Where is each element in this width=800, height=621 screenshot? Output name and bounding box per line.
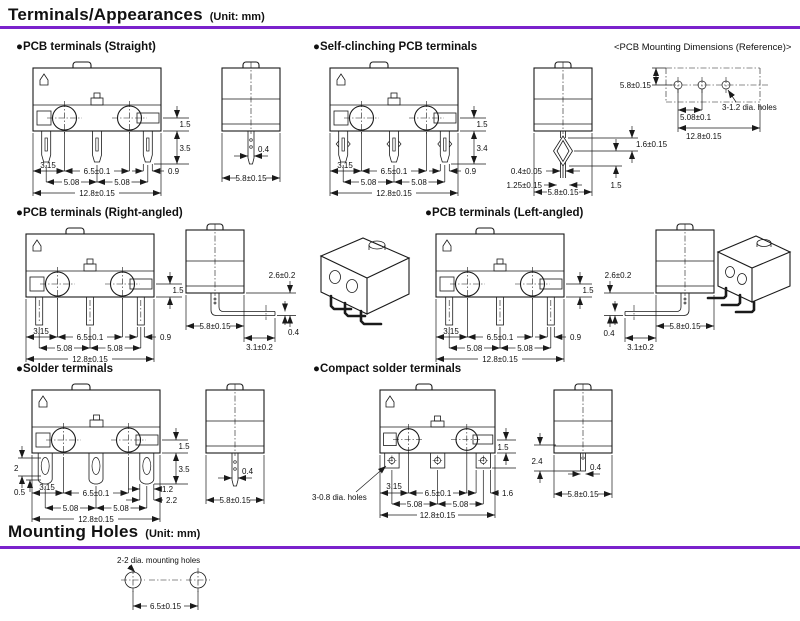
dim-hole-pitch: 6.5±0.1 bbox=[83, 167, 111, 176]
dim-body-depth: 5.8±0.15 bbox=[567, 490, 599, 499]
dim-pitch-left: 5.08 bbox=[56, 344, 73, 353]
pcb-holes-note: 3-1.2 dia. holes bbox=[722, 103, 777, 112]
dim-terminal-length: 3.5 bbox=[178, 465, 190, 474]
right-angled-3d-view bbox=[305, 226, 425, 331]
switch-side-outline bbox=[222, 62, 280, 164]
title-rule bbox=[0, 26, 800, 29]
dim-edge-to-hole: 3.15 bbox=[386, 482, 402, 491]
dim-body-depth: 5.8±0.15 bbox=[199, 322, 231, 331]
dim-body-width: 12.8±0.15 bbox=[79, 189, 115, 198]
mounting-holes-title-text: Mounting Holes bbox=[8, 522, 139, 541]
dim-terminal-thickness: 0.4 bbox=[242, 467, 254, 476]
mounting-holes-title-unit: (Unit: mm) bbox=[145, 528, 201, 540]
straight-front-drawing bbox=[25, 54, 200, 200]
dim-body-width: 12.8±0.15 bbox=[72, 355, 108, 364]
dim-body-width: 12.8±0.15 bbox=[376, 189, 412, 198]
dim-terminal-width: 0.9 bbox=[160, 333, 172, 342]
left-angled-side-drawing bbox=[600, 220, 722, 366]
dim-pitch-left: 5.08 bbox=[406, 500, 423, 509]
dim-pitch-right: 5.08 bbox=[452, 500, 469, 509]
dim-slot-width: 1.2 bbox=[162, 485, 174, 494]
dim-lead-height: 2.6±0.2 bbox=[604, 271, 632, 280]
dim-hole-pitch: 6.5±0.1 bbox=[380, 167, 408, 176]
dim-body-width: 12.8±0.15 bbox=[419, 511, 456, 520]
front-dimension-lines bbox=[33, 106, 189, 196]
switch-front-outline bbox=[33, 62, 161, 162]
front-dimension-lines bbox=[330, 106, 486, 196]
dim-terminal-width: 0.9 bbox=[570, 333, 582, 342]
dim-edge-to-hole: 3.15 bbox=[33, 327, 49, 336]
switch-3d-outline bbox=[321, 238, 409, 324]
dim-lead-run: 3.1±0.2 bbox=[627, 343, 654, 352]
dim-pitch-right: 5.08 bbox=[517, 344, 533, 353]
switch-side-outline bbox=[534, 62, 592, 178]
dim-edge-to-hole: 3.15 bbox=[443, 327, 459, 336]
dim-body-depth: 5.8±0.15 bbox=[235, 174, 267, 183]
dim-hole-pitch: 6.5±0.1 bbox=[486, 333, 514, 342]
dim-pitch-right: 5.08 bbox=[114, 178, 130, 187]
dim-hole-pitch: 6.5±0.1 bbox=[424, 489, 452, 498]
dim-body-depth: 5.8±0.15 bbox=[547, 188, 579, 197]
switch-front-outline bbox=[32, 384, 160, 484]
dim-hole-height: 2 bbox=[14, 464, 19, 473]
dim-terminal-thickness: 0.4 bbox=[288, 328, 300, 337]
dim-flange-height: 1.5 bbox=[179, 120, 191, 129]
dim-flange-height: 1.5 bbox=[172, 286, 184, 295]
compact-front-drawing bbox=[310, 376, 520, 526]
dim-edge-to-hole: 3.15 bbox=[337, 161, 353, 170]
dim-pitch-left: 5.08 bbox=[466, 344, 483, 353]
dim-lead-height: 2.6±0.2 bbox=[268, 271, 296, 280]
dim-pitch-right: 5.08 bbox=[113, 504, 129, 513]
section-label-straight: ●PCB terminals (Straight) bbox=[16, 41, 156, 53]
switch-side-outline bbox=[206, 384, 264, 486]
dim-flange-height: 1.5 bbox=[476, 120, 488, 129]
terminal-holes-note: 3-0.8 dia. holes bbox=[312, 493, 367, 502]
page-title bbox=[8, 5, 265, 25]
pcb-mount-title: <PCB Mounting Dimensions (Reference)> bbox=[614, 42, 792, 53]
dim-terminal-thickness: 0.4 bbox=[603, 329, 615, 338]
switch-front-outline bbox=[436, 228, 564, 325]
page-title-text: Terminals/Appearances bbox=[8, 5, 203, 24]
dim-terminal-width: 0.9 bbox=[465, 167, 477, 176]
mounting-holes-note: 2-2 dia. mounting holes bbox=[117, 556, 201, 565]
dim-hole-pitch: 6.5±0.1 bbox=[82, 489, 110, 498]
pcb-mounting-drawing bbox=[618, 58, 783, 143]
dim-pitch-left: 5.08 bbox=[62, 504, 79, 513]
dim-flange-height: 1.5 bbox=[497, 443, 509, 452]
dim-body-width: 12.8±0.15 bbox=[78, 515, 114, 524]
switch-side-outline bbox=[625, 224, 714, 320]
dim-mounting-pitch: 6.5±0.15 bbox=[149, 602, 182, 611]
switch-front-outline bbox=[26, 228, 154, 325]
section-label-right-angled: ●PCB terminals (Right-angled) bbox=[16, 207, 183, 219]
dim-clinch-lower: 1.5 bbox=[610, 181, 622, 190]
front-dimension-lines bbox=[436, 272, 592, 362]
dim-lead-run: 3.1±0.2 bbox=[246, 343, 273, 352]
dim-clinch-upper: 1.6±0.15 bbox=[636, 140, 668, 149]
right-angled-front-drawing bbox=[18, 220, 193, 366]
dim-body-depth: 5.8±0.15 bbox=[669, 322, 701, 331]
switch-side-outline bbox=[554, 384, 612, 471]
dim-terminal-width: 1.6 bbox=[502, 489, 514, 498]
left-angled-front-drawing bbox=[428, 220, 603, 366]
compact-side-drawing bbox=[528, 376, 638, 526]
dim-terminal-thickness: 0.4 bbox=[258, 145, 270, 154]
section-label-compact: ●Compact solder terminals bbox=[313, 363, 462, 375]
self-clinching-front-drawing bbox=[322, 54, 497, 200]
section-label-left-angled: ●PCB terminals (Left-angled) bbox=[425, 207, 584, 219]
dim-terminal-thickness: 0.4±0.05 bbox=[510, 167, 542, 176]
dim-edge-to-hole: 3.15 bbox=[39, 483, 55, 492]
switch-front-outline bbox=[380, 384, 495, 468]
straight-side-drawing bbox=[196, 54, 306, 200]
section-label-solder: ●Solder terminals bbox=[16, 363, 114, 375]
dim-terminal-thickness: 0.4 bbox=[590, 463, 602, 472]
pcb-board-outline bbox=[666, 68, 768, 102]
switch-3d-outline bbox=[708, 236, 790, 312]
dim-terminal-width: 2.2 bbox=[166, 496, 178, 505]
left-angled-3d-view bbox=[706, 226, 798, 326]
dim-pitch-left: 5.08 bbox=[360, 178, 377, 187]
dim-pitch-left: 5.08 bbox=[63, 178, 80, 187]
dim-body-width: 12.8±0.15 bbox=[482, 355, 518, 364]
right-angled-side-drawing bbox=[178, 220, 308, 366]
dim-flange-height: 1.5 bbox=[178, 442, 190, 451]
dim-board-width: 12.8±0.15 bbox=[686, 132, 722, 141]
mounting-holes-rule bbox=[0, 546, 800, 549]
dim-terminal-total-height: 2.4 bbox=[531, 457, 543, 466]
dim-terminal-length: 3.4 bbox=[476, 144, 488, 153]
dim-hole-pitch: 6.5±0.1 bbox=[76, 333, 104, 342]
front-dimension-lines bbox=[26, 272, 182, 362]
dim-hole-pitch: 5.08±0.1 bbox=[680, 113, 712, 122]
section-label-self-clinching: ●Self-clinching PCB terminals bbox=[313, 41, 478, 53]
dim-pitch-right: 5.08 bbox=[411, 178, 427, 187]
dim-clinch-width: 1.25±0.15 bbox=[506, 181, 542, 190]
dim-flange-height: 1.5 bbox=[582, 286, 594, 295]
dim-terminal-width: 0.9 bbox=[168, 167, 180, 176]
dim-board-edge: 5.8±0.15 bbox=[619, 81, 651, 90]
solder-side-drawing bbox=[180, 376, 290, 526]
solder-front-drawing bbox=[12, 376, 197, 526]
switch-side-outline bbox=[186, 224, 275, 320]
pcb-dimension-lines bbox=[652, 68, 760, 132]
dim-terminal-length: 3.5 bbox=[179, 144, 191, 153]
dim-edge-to-hole: 3.15 bbox=[40, 161, 56, 170]
switch-front-outline bbox=[330, 62, 458, 162]
page-title-unit: (Unit: mm) bbox=[209, 11, 265, 23]
dim-pitch-right: 5.08 bbox=[107, 344, 123, 353]
dim-tip-offset: 0.5 bbox=[14, 488, 26, 497]
dim-body-depth: 5.8±0.15 bbox=[219, 496, 251, 505]
mounting-holes-title bbox=[8, 522, 200, 542]
mounting-holes-drawing bbox=[95, 554, 255, 618]
